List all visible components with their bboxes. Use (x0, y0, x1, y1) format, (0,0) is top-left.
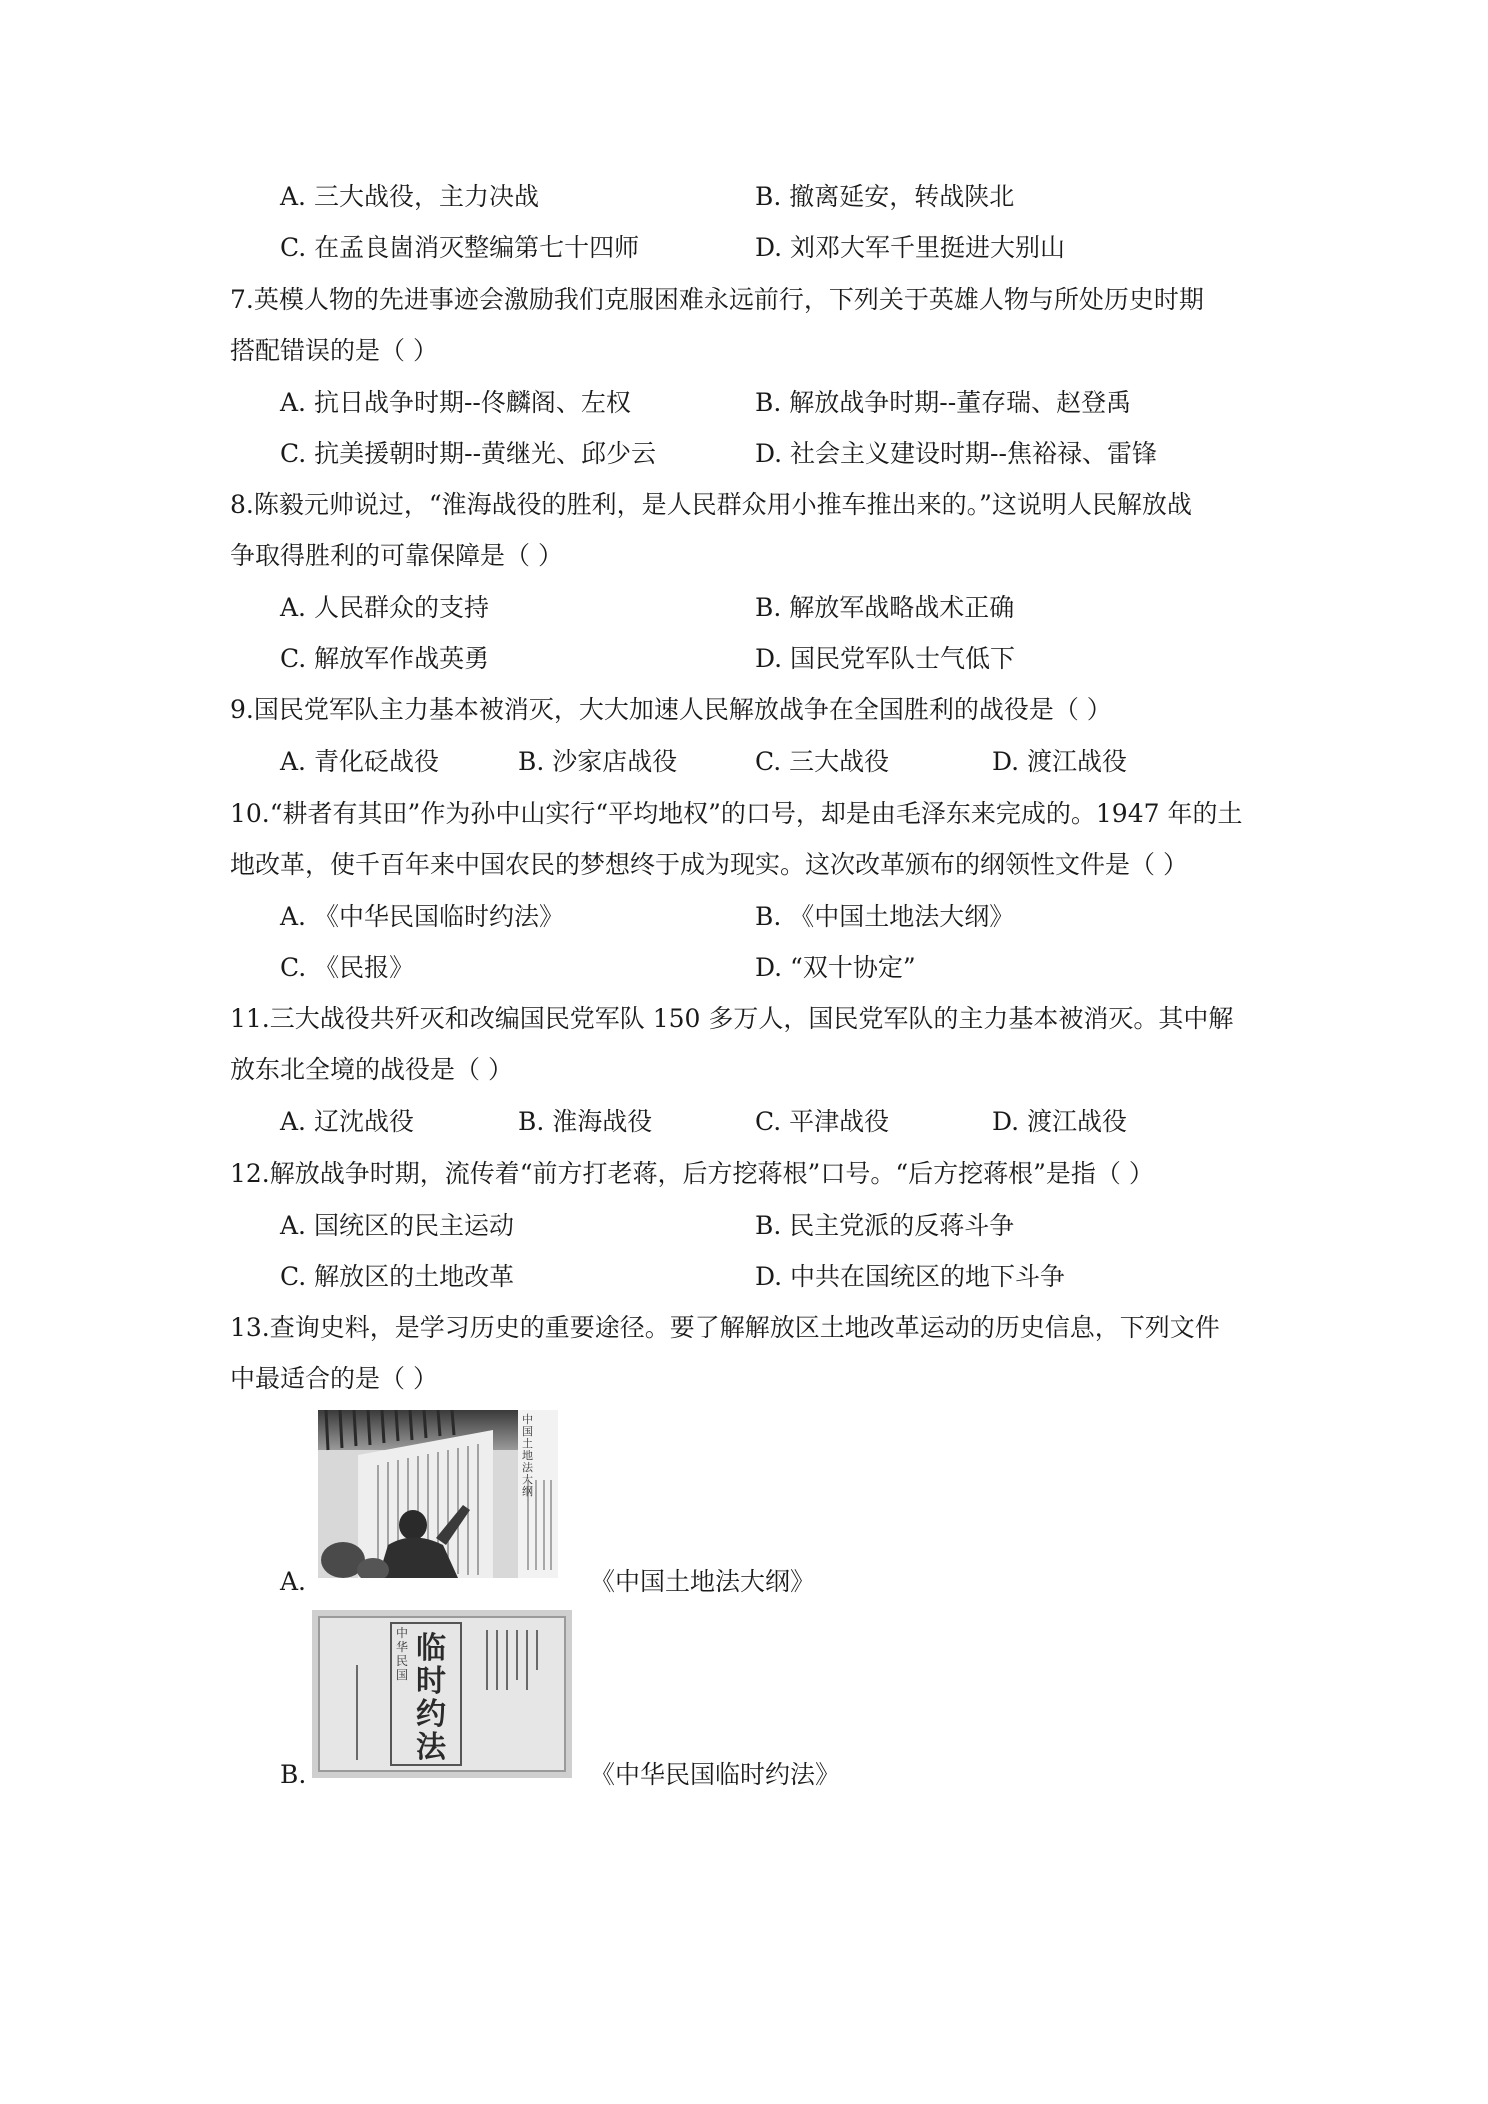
q8-option-b: B. 解放军战略战术正确 (755, 593, 1015, 622)
q13-option-b-photo (312, 1610, 572, 1778)
q11-option-c: C. 平津战役 (755, 1107, 890, 1136)
q13-option-b-title-small: 中华民国 (396, 1626, 409, 1682)
q13-option-a-photo-title: 中国土地法大纲 (522, 1413, 533, 1498)
q10-option-a: A. 《中华民国临时约法》 (280, 902, 564, 931)
q11-option-d: D. 渡江战役 (992, 1107, 1128, 1136)
q11-option-a: A. 辽沈战役 (280, 1107, 414, 1136)
q8-option-d: D. 国民党军队士气低下 (755, 644, 1016, 673)
q11-stem-line2: 放东北全境的战役是（ ） (230, 1055, 513, 1084)
q6-option-d: D. 刘邓大军千里挺进大别山 (755, 233, 1066, 262)
q12-option-b: B. 民主党派的反蒋斗争 (755, 1211, 1015, 1240)
q7-stem-line2: 搭配错误的是（ ） (230, 336, 438, 365)
q6-option-c: C. 在孟良崮消灭整编第七十四师 (280, 233, 640, 262)
q6-option-a: A. 三大战役，主力决战 (280, 182, 539, 211)
q6-option-b: B. 撤离延安，转战陕北 (755, 182, 1015, 211)
q11-option-b: B. 淮海战役 (518, 1107, 653, 1136)
q11-stem-line1: 11.三大战役共歼灭和改编国民党军队 150 多万人，国民党军队的主力基本被消灭。其中解 (230, 1004, 1234, 1033)
q13-option-a-photo (318, 1410, 558, 1578)
q10-option-b: B. 《中国土地法大纲》 (755, 902, 1015, 931)
q9-option-d: D. 渡江战役 (992, 747, 1128, 776)
q13-option-b-caption: 《中华民国临时约法》 (590, 1760, 841, 1789)
q12-option-d: D. 中共在国统区的地下斗争 (755, 1262, 1066, 1291)
q13-option-a-letter: A. (280, 1567, 307, 1596)
q7-option-d: D. 社会主义建设时期--焦裕禄、雷锋 (755, 439, 1157, 468)
q12-option-c: C. 解放区的土地改革 (280, 1262, 515, 1291)
q8-stem-line2: 争取得胜利的可靠保障是（ ） (230, 541, 563, 570)
q8-option-a: A. 人民群众的支持 (280, 593, 489, 622)
q10-option-d: D. “双十协定” (755, 953, 916, 982)
q7-option-c: C. 抗美援朝时期--黄继光、邱少云 (280, 439, 657, 468)
q8-stem-line1: 8.陈毅元帅说过，“淮海战役的胜利，是人民群众用小推车推出来的。”这说明人民解放战 (230, 490, 1192, 519)
q13-stem-line2: 中最适合的是（ ） (230, 1364, 438, 1393)
q13-option-b-title-large: 临时约法 (416, 1631, 446, 1765)
q12-stem-line1: 12.解放战争时期，流传着“前方打老蒋，后方挖蒋根”口号。“后方挖蒋根”是指（ ） (230, 1159, 1154, 1188)
q10-option-c: C. 《民报》 (280, 953, 415, 982)
q7-option-b: B. 解放战争时期--董存瑞、赵登禹 (755, 388, 1132, 417)
q8-option-c: C. 解放军作战英勇 (280, 644, 490, 673)
q10-stem-line2: 地改革，使千百年来中国农民的梦想终于成为现实。这次改革颁布的纲领性文件是（ ） (230, 850, 1188, 879)
q7-stem-line1: 7.英模人物的先进事迹会激励我们克服困难永远前行，下列关于英雄人物与所处历史时期 (230, 285, 1204, 314)
q13-stem-line1: 13.查询史料，是学习历史的重要途径。要了解解放区土地改革运动的历史信息，下列文件 (230, 1313, 1220, 1342)
q12-option-a: A. 国统区的民主运动 (280, 1211, 514, 1240)
q9-option-a: A. 青化砭战役 (280, 747, 439, 776)
q13-option-b-letter: B. (280, 1760, 307, 1789)
q9-option-b: B. 沙家店战役 (518, 747, 678, 776)
q10-stem-line1: 10.“耕者有其田”作为孙中山实行“平均地权”的口号，却是由毛泽东来完成的。1947 年的土 (230, 799, 1243, 828)
q13-option-a-caption: 《中国土地法大纲》 (590, 1567, 816, 1596)
q9-option-c: C. 三大战役 (755, 747, 890, 776)
q7-option-a: A. 抗日战争时期--佟麟阁、左权 (280, 388, 631, 417)
q9-stem-line1: 9.国民党军队主力基本被消灭，大大加速人民解放战争在全国胜利的战役是（ ） (230, 695, 1112, 724)
